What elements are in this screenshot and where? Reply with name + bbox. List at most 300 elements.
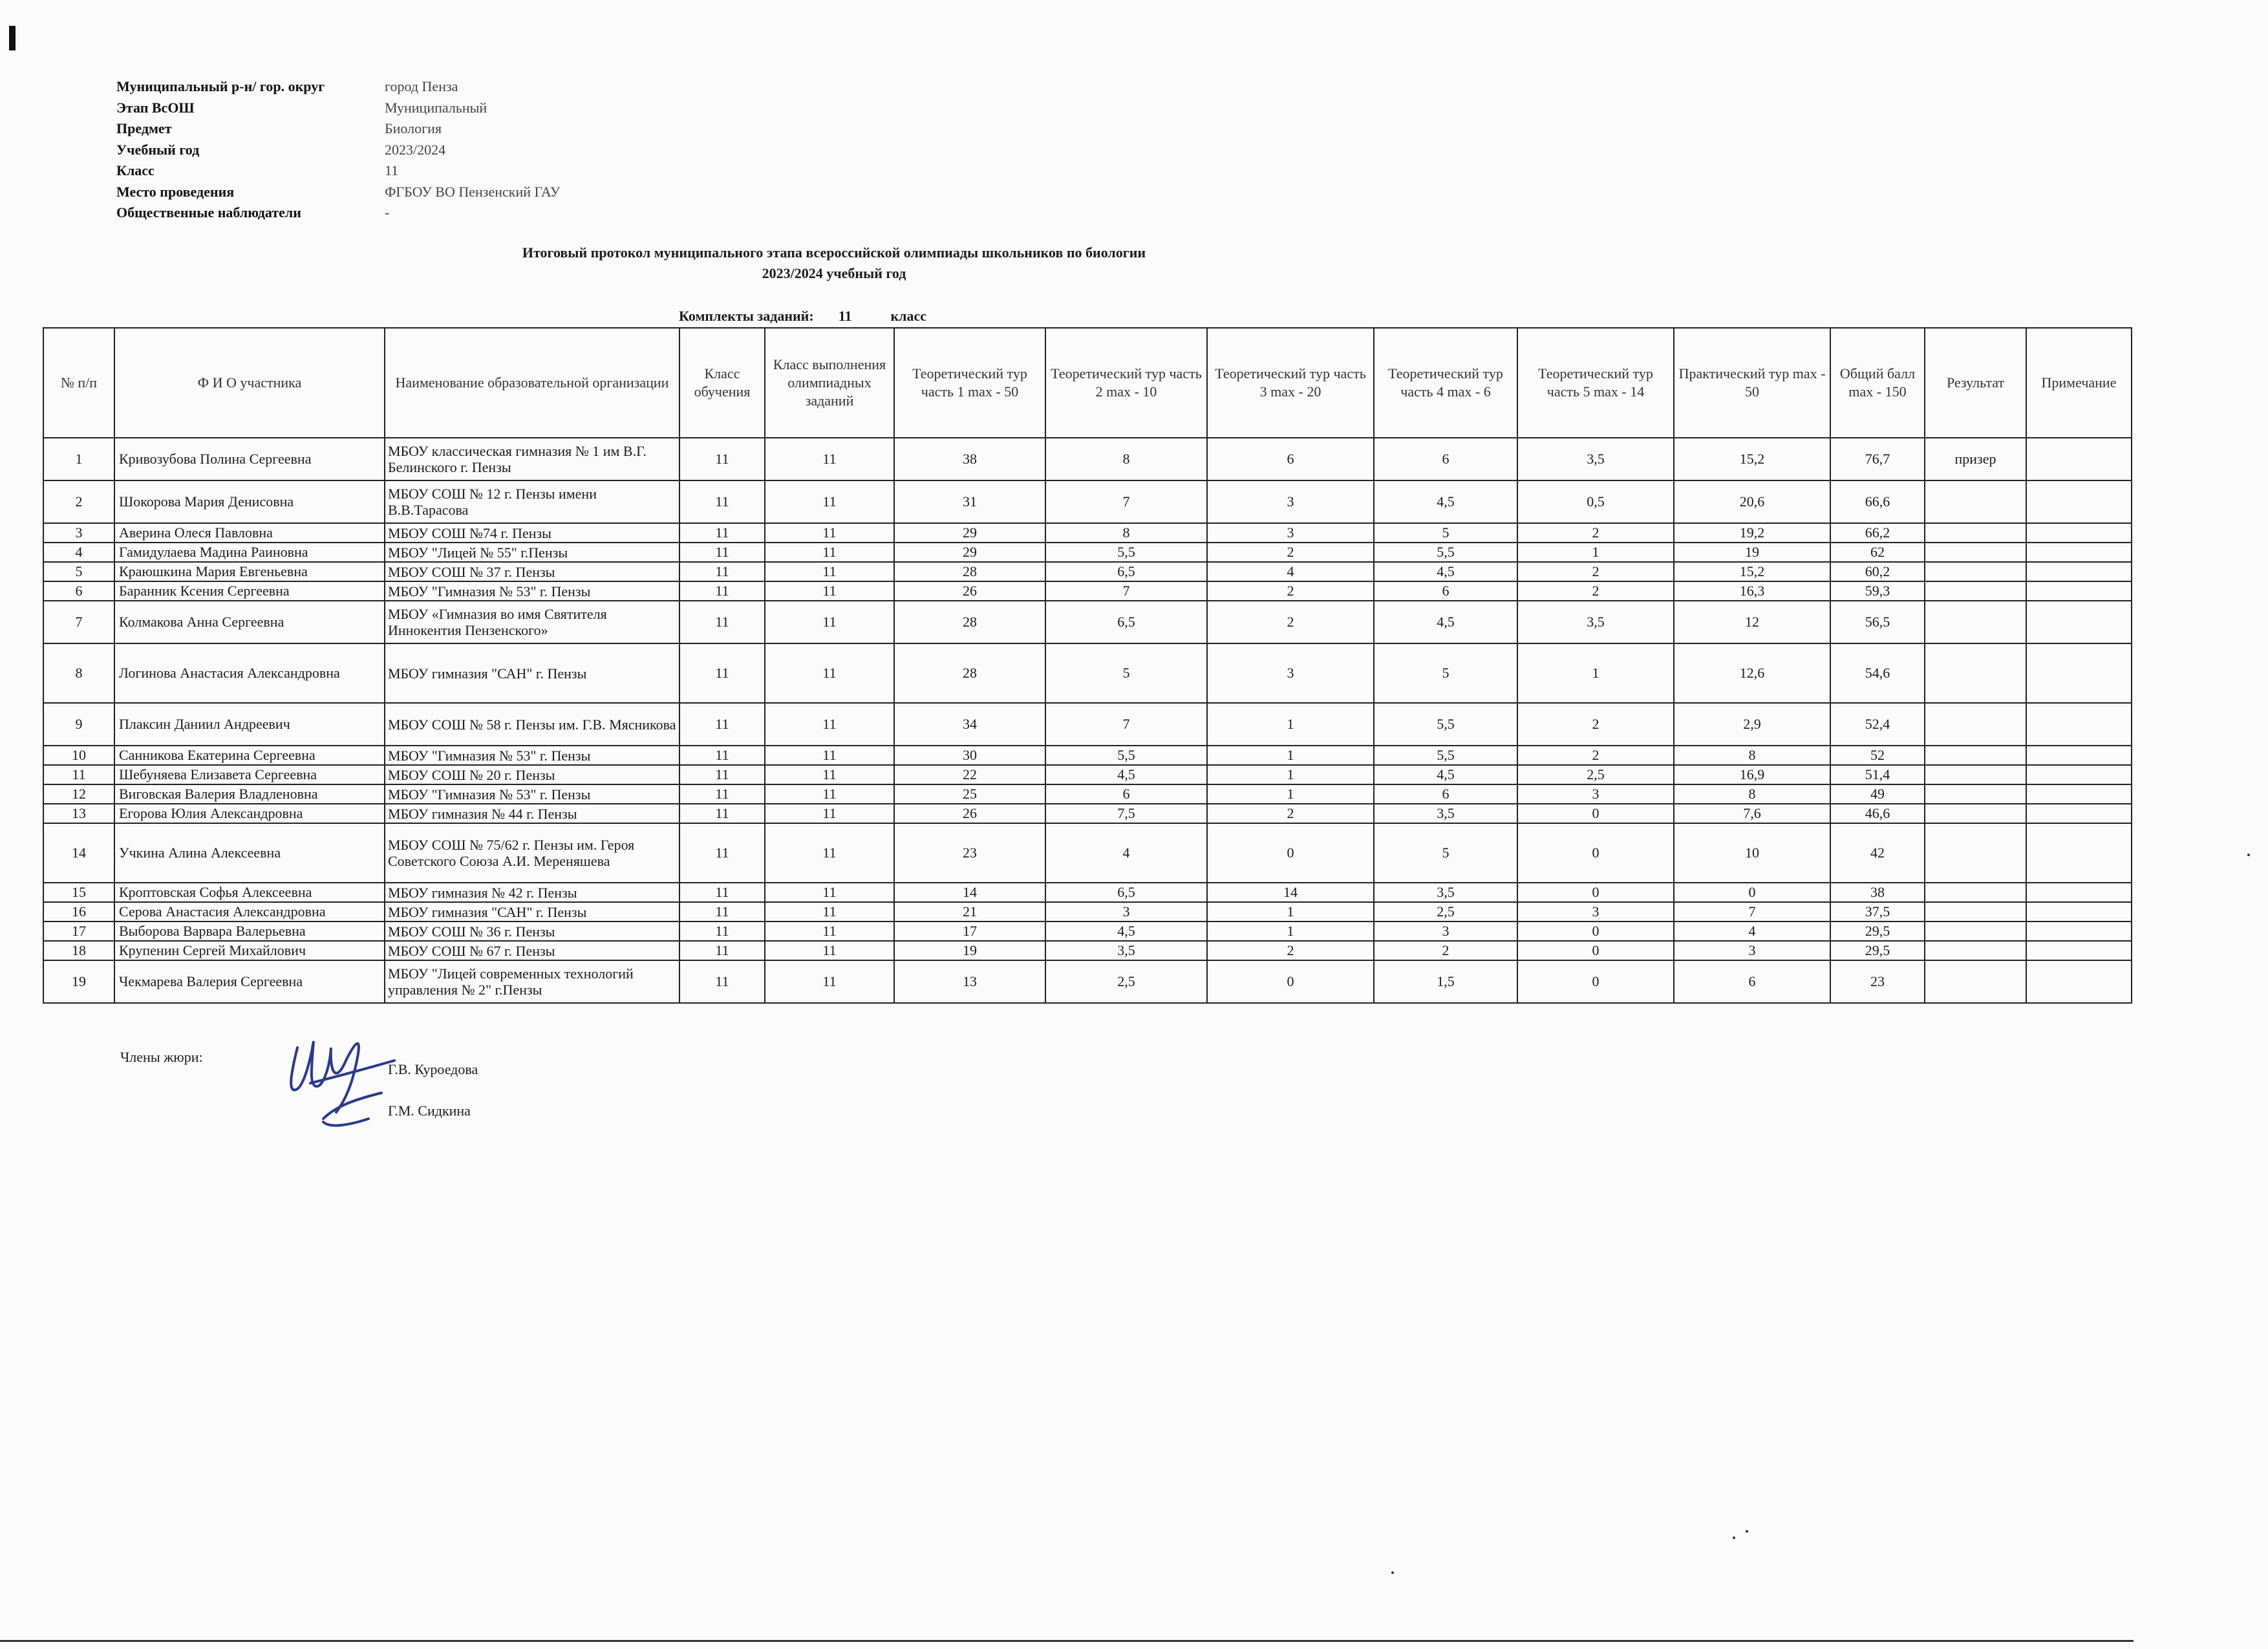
theory-part-1-cell: 23 — [894, 823, 1045, 883]
participant-name-cell: Серова Анастасия Александровна — [114, 902, 385, 921]
result-cell — [1925, 883, 2026, 902]
grade-cell: 11 — [679, 480, 765, 523]
theory-part-4-cell: 6 — [1374, 784, 1517, 804]
theory-part-3-cell: 1 — [1207, 765, 1374, 784]
practical-score-cell: 10 — [1674, 823, 1830, 883]
grade-cell: 11 — [679, 643, 765, 703]
row-number-cell: 15 — [43, 883, 114, 902]
result-cell — [1925, 562, 2026, 581]
result-cell — [1925, 941, 2026, 960]
grade-cell: 11 — [679, 921, 765, 941]
scan-corner-mark — [9, 26, 16, 50]
theory-part-5-cell: 3,5 — [1517, 438, 1674, 480]
participant-name-cell: Егорова Юлия Александровна — [114, 804, 385, 823]
total-score-cell: 23 — [1830, 960, 1925, 1003]
meta-value: - — [385, 204, 390, 221]
practical-score-cell: 8 — [1674, 746, 1830, 765]
practical-score-cell: 19 — [1674, 543, 1830, 562]
participant-name-cell: Краюшкина Мария Евгеньевна — [114, 562, 385, 581]
theory-part-1-cell: 38 — [894, 438, 1045, 480]
task-grade-cell: 11 — [765, 703, 894, 746]
table-row — [43, 941, 2132, 960]
grade-cell: 11 — [679, 883, 765, 902]
theory-part-5-cell: 0 — [1517, 823, 1674, 883]
scan-speck — [1746, 1530, 1748, 1533]
task-sets-label: Комплекты заданий: — [679, 308, 814, 324]
theory-part-2-cell: 7 — [1045, 581, 1207, 601]
practical-score-cell: 19,2 — [1674, 523, 1830, 543]
task-grade-cell: 11 — [765, 523, 894, 543]
meta-label: Этап ВсОШ — [116, 99, 195, 116]
theory-part-3-cell: 3 — [1207, 643, 1374, 703]
meta-value: город Пенза — [385, 78, 458, 94]
total-score-cell: 37,5 — [1830, 902, 1925, 921]
practical-score-cell: 2,9 — [1674, 703, 1830, 746]
school-name-cell: МБОУ СОШ № 20 г. Пензы — [385, 765, 679, 784]
theory-part-1-cell: 13 — [894, 960, 1045, 1003]
practical-score-cell: 3 — [1674, 941, 1830, 960]
task-sets-suffix: класс — [890, 308, 927, 324]
theory-part-3-cell: 1 — [1207, 784, 1374, 804]
grade-cell: 11 — [679, 941, 765, 960]
participant-name-cell: Плаксин Даниил Андреевич — [114, 703, 385, 746]
theory-part-4-cell: 1,5 — [1374, 960, 1517, 1003]
result-cell — [1925, 581, 2026, 601]
note-cell — [2026, 960, 2132, 1003]
theory-part-5-cell: 2 — [1517, 562, 1674, 581]
total-score-cell: 38 — [1830, 883, 1925, 902]
theory-part-2-cell: 5 — [1045, 643, 1207, 703]
table-row — [43, 746, 2132, 765]
grade-cell: 11 — [679, 765, 765, 784]
school-name-cell: МБОУ СОШ № 75/62 г. Пензы им. Героя Советского Союза А.И. Мереняшева — [385, 823, 679, 883]
result-cell — [1925, 765, 2026, 784]
theory-part-3-cell: 2 — [1207, 581, 1374, 601]
practical-score-cell: 20,6 — [1674, 480, 1830, 523]
meta-row — [116, 140, 560, 161]
result-cell — [1925, 703, 2026, 746]
meta-label: Класс — [116, 162, 155, 178]
meta-label: Учебный год — [116, 141, 200, 158]
task-sets-line — [679, 308, 934, 325]
row-number-cell: 17 — [43, 921, 114, 941]
column-header: Ф И О участника — [114, 328, 385, 438]
school-name-cell: МБОУ "Лицей современных технологий управления № 2" г.Пензы — [385, 960, 679, 1003]
note-cell — [2026, 902, 2132, 921]
school-name-cell: МБОУ СОШ №74 г. Пензы — [385, 523, 679, 543]
theory-part-5-cell: 1 — [1517, 643, 1674, 703]
task-grade-cell: 11 — [765, 784, 894, 804]
table-header-row — [43, 328, 2132, 438]
grade-cell: 11 — [679, 784, 765, 804]
task-grade-cell: 11 — [765, 438, 894, 480]
task-grade-cell: 11 — [765, 804, 894, 823]
row-number-cell: 3 — [43, 523, 114, 543]
result-cell — [1925, 643, 2026, 703]
theory-part-3-cell: 1 — [1207, 703, 1374, 746]
task-grade-cell: 11 — [765, 543, 894, 562]
theory-part-4-cell: 5,5 — [1374, 703, 1517, 746]
row-number-cell: 19 — [43, 960, 114, 1003]
table-row — [43, 543, 2132, 562]
practical-score-cell: 6 — [1674, 960, 1830, 1003]
task-grade-cell: 11 — [765, 823, 894, 883]
theory-part-2-cell: 7 — [1045, 703, 1207, 746]
column-header: Практический тур max - 50 — [1674, 328, 1830, 438]
column-header: Общий балл max - 150 — [1830, 328, 1925, 438]
theory-part-3-cell: 2 — [1207, 804, 1374, 823]
theory-part-3-cell: 1 — [1207, 902, 1374, 921]
results-table — [43, 327, 2132, 1004]
theory-part-4-cell: 6 — [1374, 581, 1517, 601]
theory-part-4-cell: 5,5 — [1374, 543, 1517, 562]
result-cell — [1925, 804, 2026, 823]
participant-name-cell: Учкина Алина Алексеевна — [114, 823, 385, 883]
practical-score-cell: 8 — [1674, 784, 1830, 804]
protocol-metadata — [116, 76, 560, 224]
theory-part-2-cell: 8 — [1045, 438, 1207, 480]
practical-score-cell: 7,6 — [1674, 804, 1830, 823]
theory-part-3-cell: 3 — [1207, 480, 1374, 523]
theory-part-5-cell: 2 — [1517, 523, 1674, 543]
participant-name-cell: Кроптовская Софья Алексеевна — [114, 883, 385, 902]
row-number-cell: 10 — [43, 746, 114, 765]
participant-name-cell: Аверина Олеся Павловна — [114, 523, 385, 543]
scan-speck — [2247, 854, 2250, 856]
participant-name-cell: Виговская Валерия Владленовна — [114, 784, 385, 804]
total-score-cell: 76,7 — [1830, 438, 1925, 480]
practical-score-cell: 16,9 — [1674, 765, 1830, 784]
note-cell — [2026, 765, 2132, 784]
theory-part-3-cell: 1 — [1207, 746, 1374, 765]
result-cell — [1925, 921, 2026, 941]
theory-part-4-cell: 4,5 — [1374, 765, 1517, 784]
participant-name-cell: Шебуняева Елизавета Сергеевна — [114, 765, 385, 784]
table-row — [43, 960, 2132, 1003]
column-header: Примечание — [2026, 328, 2132, 438]
theory-part-1-cell: 31 — [894, 480, 1045, 523]
practical-score-cell: 15,2 — [1674, 562, 1830, 581]
result-cell — [1925, 784, 2026, 804]
theory-part-5-cell: 0 — [1517, 941, 1674, 960]
total-score-cell: 66,2 — [1830, 523, 1925, 543]
result-cell — [1925, 902, 2026, 921]
column-header: Теоретический тур часть 3 max - 20 — [1207, 328, 1374, 438]
participant-name-cell: Крупенин Сергей Михайлович — [114, 941, 385, 960]
result-cell — [1925, 523, 2026, 543]
note-cell — [2026, 543, 2132, 562]
jury-members — [388, 1049, 478, 1132]
grade-cell: 11 — [679, 746, 765, 765]
theory-part-5-cell: 2 — [1517, 746, 1674, 765]
theory-part-4-cell: 5,5 — [1374, 746, 1517, 765]
total-score-cell: 51,4 — [1830, 765, 1925, 784]
table-row — [43, 480, 2132, 523]
note-cell — [2026, 601, 2132, 643]
column-header: Результат — [1925, 328, 2026, 438]
protocol-year: 2023/2024 учебный год — [762, 265, 906, 281]
meta-value: Муниципальный — [385, 99, 487, 116]
theory-part-1-cell: 30 — [894, 746, 1045, 765]
protocol-title: Итоговый протокол муниципального этапа всероссийской олимпиады школьников по биологии — [522, 244, 1146, 261]
meta-row — [116, 76, 560, 98]
note-cell — [2026, 746, 2132, 765]
theory-part-2-cell: 6,5 — [1045, 562, 1207, 581]
task-grade-cell: 11 — [765, 960, 894, 1003]
theory-part-3-cell: 6 — [1207, 438, 1374, 480]
table-row — [43, 643, 2132, 703]
theory-part-1-cell: 34 — [894, 703, 1045, 746]
meta-value: 11 — [385, 162, 399, 178]
task-grade-cell: 11 — [765, 902, 894, 921]
note-cell — [2026, 643, 2132, 703]
column-header: Теоретический тур часть 4 max - 6 — [1374, 328, 1517, 438]
practical-score-cell: 12 — [1674, 601, 1830, 643]
school-name-cell: МБОУ "Лицей № 55" г.Пензы — [385, 543, 679, 562]
meta-value: 2023/2024 — [385, 141, 446, 158]
grade-cell: 11 — [679, 804, 765, 823]
theory-part-3-cell: 0 — [1207, 960, 1374, 1003]
table-row — [43, 883, 2132, 902]
meta-row — [116, 202, 560, 224]
theory-part-1-cell: 28 — [894, 562, 1045, 581]
table-row — [43, 804, 2132, 823]
result-cell — [1925, 823, 2026, 883]
grade-cell: 11 — [679, 960, 765, 1003]
theory-part-5-cell: 0 — [1517, 883, 1674, 902]
practical-score-cell: 12,6 — [1674, 643, 1830, 703]
task-grade-cell: 11 — [765, 941, 894, 960]
participant-name-cell: Выборова Варвара Валерьевна — [114, 921, 385, 941]
task-sets-number: 11 — [838, 308, 852, 324]
theory-part-3-cell: 3 — [1207, 523, 1374, 543]
note-cell — [2026, 921, 2132, 941]
theory-part-2-cell: 5,5 — [1045, 543, 1207, 562]
table-row — [43, 784, 2132, 804]
theory-part-2-cell: 4,5 — [1045, 921, 1207, 941]
theory-part-2-cell: 6,5 — [1045, 601, 1207, 643]
table-row — [43, 823, 2132, 883]
meta-row — [116, 160, 560, 182]
row-number-cell: 11 — [43, 765, 114, 784]
grade-cell: 11 — [679, 601, 765, 643]
school-name-cell: МБОУ СОШ № 36 г. Пензы — [385, 921, 679, 941]
note-cell — [2026, 823, 2132, 883]
participant-name-cell: Чекмарева Валерия Сергеевна — [114, 960, 385, 1003]
grade-cell: 11 — [679, 523, 765, 543]
theory-part-5-cell: 3 — [1517, 784, 1674, 804]
theory-part-5-cell: 2,5 — [1517, 765, 1674, 784]
task-grade-cell: 11 — [765, 765, 894, 784]
total-score-cell: 49 — [1830, 784, 1925, 804]
table-row — [43, 438, 2132, 480]
practical-score-cell: 4 — [1674, 921, 1830, 941]
row-number-cell: 7 — [43, 601, 114, 643]
note-cell — [2026, 480, 2132, 523]
result-cell — [1925, 480, 2026, 523]
grade-cell: 11 — [679, 581, 765, 601]
column-header: Теоретический тур часть 1 max - 50 — [894, 328, 1045, 438]
column-header: Класс обучения — [679, 328, 765, 438]
theory-part-1-cell: 29 — [894, 523, 1045, 543]
row-number-cell: 12 — [43, 784, 114, 804]
theory-part-5-cell: 1 — [1517, 543, 1674, 562]
row-number-cell: 5 — [43, 562, 114, 581]
theory-part-1-cell: 19 — [894, 941, 1045, 960]
result-cell — [1925, 601, 2026, 643]
note-cell — [2026, 784, 2132, 804]
theory-part-1-cell: 29 — [894, 543, 1045, 562]
theory-part-3-cell: 0 — [1207, 823, 1374, 883]
theory-part-1-cell: 21 — [894, 902, 1045, 921]
row-number-cell: 4 — [43, 543, 114, 562]
row-number-cell: 18 — [43, 941, 114, 960]
total-score-cell: 42 — [1830, 823, 1925, 883]
theory-part-5-cell: 0 — [1517, 960, 1674, 1003]
theory-part-2-cell: 6 — [1045, 784, 1207, 804]
theory-part-1-cell: 28 — [894, 643, 1045, 703]
practical-score-cell: 15,2 — [1674, 438, 1830, 480]
jury-member: Г.В. Куроедова — [388, 1061, 478, 1077]
result-cell — [1925, 543, 2026, 562]
theory-part-1-cell: 14 — [894, 883, 1045, 902]
row-number-cell: 13 — [43, 804, 114, 823]
task-grade-cell: 11 — [765, 562, 894, 581]
school-name-cell: МБОУ гимназия № 44 г. Пензы — [385, 804, 679, 823]
result-cell: призер — [1925, 438, 2026, 480]
task-grade-cell: 11 — [765, 480, 894, 523]
meta-value: Биология — [385, 120, 442, 136]
note-cell — [2026, 581, 2132, 601]
grade-cell: 11 — [679, 438, 765, 480]
theory-part-4-cell: 3 — [1374, 921, 1517, 941]
practical-score-cell: 7 — [1674, 902, 1830, 921]
table-row — [43, 581, 2132, 601]
task-grade-cell: 11 — [765, 643, 894, 703]
table-row — [43, 921, 2132, 941]
theory-part-3-cell: 14 — [1207, 883, 1374, 902]
grade-cell: 11 — [679, 823, 765, 883]
theory-part-2-cell: 4,5 — [1045, 765, 1207, 784]
note-cell — [2026, 562, 2132, 581]
total-score-cell: 54,6 — [1830, 643, 1925, 703]
grade-cell: 11 — [679, 703, 765, 746]
grade-cell: 11 — [679, 902, 765, 921]
task-grade-cell: 11 — [765, 746, 894, 765]
total-score-cell: 29,5 — [1830, 941, 1925, 960]
table-row — [43, 902, 2132, 921]
row-number-cell: 14 — [43, 823, 114, 883]
scan-bottom-edge — [0, 1640, 2134, 1642]
theory-part-5-cell: 3,5 — [1517, 601, 1674, 643]
column-header: Наименование образовательной организации — [385, 328, 679, 438]
theory-part-2-cell: 7 — [1045, 480, 1207, 523]
meta-row — [116, 98, 560, 119]
practical-score-cell: 0 — [1674, 883, 1830, 902]
task-grade-cell: 11 — [765, 601, 894, 643]
total-score-cell: 29,5 — [1830, 921, 1925, 941]
school-name-cell: МБОУ "Гимназия № 53" г. Пензы — [385, 581, 679, 601]
grade-cell: 11 — [679, 562, 765, 581]
total-score-cell: 59,3 — [1830, 581, 1925, 601]
school-name-cell: МБОУ "Гимназия № 53" г. Пензы — [385, 746, 679, 765]
meta-label: Предмет — [116, 120, 172, 136]
school-name-cell: МБОУ СОШ № 37 г. Пензы — [385, 562, 679, 581]
theory-part-2-cell: 8 — [1045, 523, 1207, 543]
column-header: Класс выполнения олимпиадных заданий — [765, 328, 894, 438]
scan-speck — [1391, 1571, 1394, 1574]
school-name-cell: МБОУ СОШ № 67 г. Пензы — [385, 941, 679, 960]
school-name-cell: МБОУ "Гимназия № 53" г. Пензы — [385, 784, 679, 804]
school-name-cell: МБОУ «Гимназия во имя Святителя Иннокентия Пензенского» — [385, 601, 679, 643]
table-row — [43, 523, 2132, 543]
table-row — [43, 765, 2132, 784]
note-cell — [2026, 804, 2132, 823]
row-number-cell: 8 — [43, 643, 114, 703]
signature-image — [284, 1022, 401, 1132]
meta-label: Общественные наблюдатели — [116, 204, 301, 221]
row-number-cell: 2 — [43, 480, 114, 523]
task-grade-cell: 11 — [765, 883, 894, 902]
theory-part-2-cell: 4 — [1045, 823, 1207, 883]
theory-part-5-cell: 0 — [1517, 921, 1674, 941]
theory-part-1-cell: 26 — [894, 804, 1045, 823]
theory-part-2-cell: 7,5 — [1045, 804, 1207, 823]
theory-part-5-cell: 2 — [1517, 703, 1674, 746]
theory-part-4-cell: 5 — [1374, 643, 1517, 703]
participant-name-cell: Колмакова Анна Сергеевна — [114, 601, 385, 643]
total-score-cell: 62 — [1830, 543, 1925, 562]
total-score-cell: 56,5 — [1830, 601, 1925, 643]
theory-part-5-cell: 0,5 — [1517, 480, 1674, 523]
meta-label: Муниципальный р-н/ гор. округ — [116, 78, 325, 94]
participant-name-cell: Кривозубова Полина Сергеевна — [114, 438, 385, 480]
participant-name-cell: Санникова Екатерина Сергеевна — [114, 746, 385, 765]
theory-part-1-cell: 22 — [894, 765, 1045, 784]
practical-score-cell: 16,3 — [1674, 581, 1830, 601]
school-name-cell: МБОУ СОШ № 12 г. Пензы имени В.В.Тарасова — [385, 480, 679, 523]
task-grade-cell: 11 — [765, 581, 894, 601]
theory-part-4-cell: 5 — [1374, 823, 1517, 883]
theory-part-2-cell: 3,5 — [1045, 941, 1207, 960]
column-header: Теоретический тур часть 2 max - 10 — [1045, 328, 1207, 438]
meta-value: ФГБОУ ВО Пензенский ГАУ — [385, 183, 561, 200]
note-cell — [2026, 941, 2132, 960]
total-score-cell: 52,4 — [1830, 703, 1925, 746]
jury-member: Г.М. Сидкина — [388, 1103, 471, 1119]
theory-part-3-cell: 2 — [1207, 941, 1374, 960]
row-number-cell: 9 — [43, 703, 114, 746]
grade-cell: 11 — [679, 543, 765, 562]
theory-part-4-cell: 3,5 — [1374, 804, 1517, 823]
theory-part-1-cell: 17 — [894, 921, 1045, 941]
theory-part-4-cell: 4,5 — [1374, 601, 1517, 643]
school-name-cell: МБОУ СОШ № 58 г. Пензы им. Г.В. Мясникова — [385, 703, 679, 746]
note-cell — [2026, 703, 2132, 746]
meta-label: Место проведения — [116, 183, 235, 200]
column-header: Теоретический тур часть 5 max - 14 — [1517, 328, 1674, 438]
scan-speck — [1733, 1536, 1735, 1539]
total-score-cell: 60,2 — [1830, 562, 1925, 581]
theory-part-5-cell: 3 — [1517, 902, 1674, 921]
theory-part-1-cell: 25 — [894, 784, 1045, 804]
row-number-cell: 16 — [43, 902, 114, 921]
row-number-cell: 6 — [43, 581, 114, 601]
theory-part-3-cell: 4 — [1207, 562, 1374, 581]
column-header: № п/п — [43, 328, 114, 438]
note-cell — [2026, 523, 2132, 543]
theory-part-4-cell: 2 — [1374, 941, 1517, 960]
